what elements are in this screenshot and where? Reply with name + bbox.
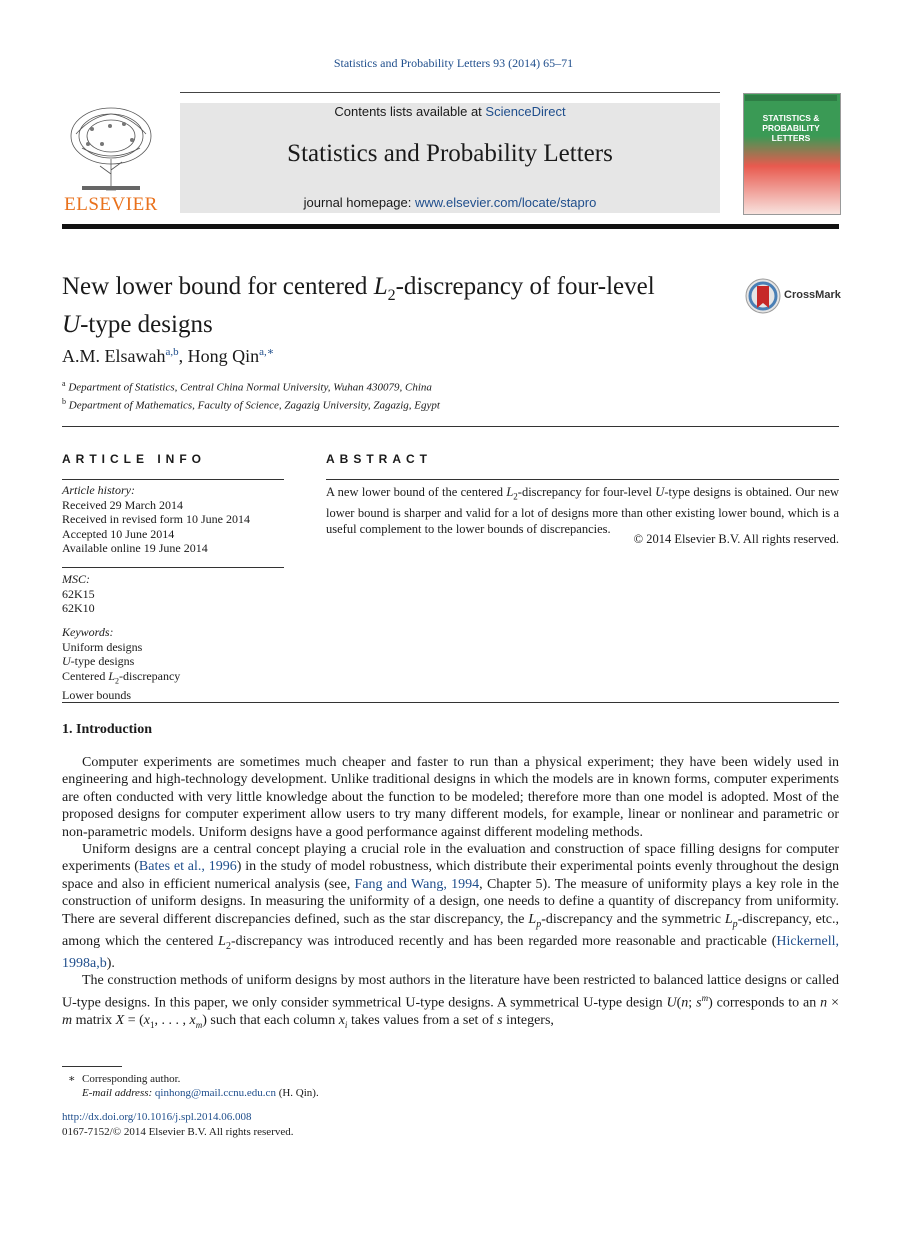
email-label: E-mail address: [82, 1087, 155, 1099]
affiliation-a [62, 379, 432, 394]
author-qin[interactable]: Hong Qin [187, 346, 260, 366]
keywords-block [62, 625, 284, 703]
history-online: Available online 19 June 2014 [62, 541, 208, 555]
author-email-link[interactable]: qinhong@mail.ccnu.edu.cn [154, 1087, 276, 1099]
abstract-heading: ABSTRACT [326, 452, 432, 466]
keyword: U-type designs [62, 654, 135, 668]
keywords-label: Keywords: [62, 625, 114, 639]
history-rule [62, 567, 284, 568]
footnote-rule [62, 1066, 122, 1067]
contents-prefix: Contents lists available at [334, 104, 486, 119]
banner-top-rule [180, 92, 720, 93]
title-part-2: -discrepancy of four-level [395, 273, 655, 300]
journal-title: Statistics and Probability Letters [287, 140, 613, 167]
journal-citation-link[interactable]: Statistics and Probability Letters 93 (2014) 65–71 [333, 56, 574, 70]
history-label: Article history: [62, 483, 135, 497]
article-info-heading: ARTICLE INFO [62, 452, 206, 466]
header-thick-rule [62, 224, 839, 229]
affil-text: Department of Mathematics, Faculty of Science, Zagazig University, Zagazig, Egypt [68, 399, 440, 412]
msc-code: 62K15 [62, 586, 95, 601]
title-part-1: New lower bound for centered [62, 273, 374, 300]
keyword: Centered $L_2$-discrepancy [62, 668, 181, 685]
introduction-body [62, 754, 839, 1034]
corresponding-author-note: Corresponding author. [82, 1073, 181, 1085]
journal-cover-image[interactable] [743, 93, 841, 215]
history-accepted: Accepted 10 June 2014 [62, 526, 175, 541]
author-separator: , [178, 346, 188, 366]
intro-paragraph-3: The construction methods of uniform designs by most authors in the literature have been restricted to balanced lattice designs or called U-type designs. In this paper, we only consider symmetrical U-type designs. A symmetrical U-type design U(n; $s^m$) corresponds to an n × m matrix $X = (x_1$, . . . , $x_m$) such that each column $x_i$ takes values from a set of s integers, [62, 973, 839, 1030]
affil-mark: b [62, 397, 66, 406]
history-revised: Received in revised form 10 June 2014 [62, 512, 250, 526]
running-head[interactable] [0, 56, 907, 71]
affiliation-b [62, 397, 440, 412]
cover-title: STATISTICS & PROBABILITY LETTERS [762, 113, 820, 143]
homepage-prefix: journal homepage: [303, 195, 415, 210]
author2-affil-mark[interactable]: a,∗ [259, 346, 275, 358]
abstract-copyright: © 2014 Elsevier B.V. All rights reserved. [633, 532, 839, 546]
email-note [82, 1087, 319, 1099]
journal-homepage-link[interactable]: www.elsevier.com/locate/stapro [414, 195, 597, 210]
paper-title: New lower bound for centered $L_2$-discrepancy of four-level U-type designs [62, 273, 655, 338]
author-list [62, 345, 274, 367]
intro-paragraph-2: Uniform designs are a central concept playing a crucial role in the evaluation and construction of space filling designs for computer experiments (Bates et al., 1996) in the study of model robustness, which distribute their experimental points evenly throughout the design space and also in efficient numerical analysis (see, Fang and Wang, 1994, Chapter 5). The measure of uniformity plays a key role in the construction of uniform designs. In measuring the uniformity of a design, one needs to define a quantity of discrepancy from uniformity. There are several different discrepancies defined, such as the star discrepancy, the $L_p$-discrepancy and the symmetric $L_p$-discrepancy, etc., among which the centered $L_2$-discrepancy was introduced recently and has been regarded more reasonable and practicable (Hickernell, 1998a,b). [62, 842, 839, 972]
publisher-wordmark: ELSEVIER [64, 194, 158, 215]
article-info-rule [62, 479, 284, 480]
abstract-text: A new lower bound of the centered $L_2$-discrepancy for four-level U-type designs is obtained. Our new lower bound is sharper and valid for a lot of designs more than other existing lower bound, which is a useful complement to the lower bounds of discrepancies. [326, 485, 840, 536]
crossmark-icon[interactable] [745, 278, 781, 314]
history-received: Received 29 March 2014 [62, 497, 183, 512]
section-divider [62, 702, 839, 703]
homepage-line [180, 195, 720, 210]
keyword: Uniform designs [62, 639, 143, 654]
msc-code: 62K10 [62, 601, 95, 615]
citation-hickernell-1998[interactable]: Hickernell, 1998a,b [62, 933, 839, 972]
affil-mark: a [62, 379, 66, 388]
keyword: Lower bounds [62, 688, 131, 703]
affil-text: Department of Statistics, Central China Normal University, Wuhan 430079, China [68, 381, 432, 394]
abstract-rule [326, 479, 839, 480]
author-elsawah[interactable]: A.M. Elsawah [62, 346, 166, 366]
msc-block [62, 572, 284, 616]
citation-bates-1996[interactable]: Bates et al., 1996 [138, 859, 237, 875]
article-history [62, 483, 284, 556]
citation-fang-wang-1994[interactable]: Fang and Wang, 1994 [354, 876, 480, 892]
intro-paragraph-1: Computer experiments are sometimes much cheaper and faster to run than a physical experiment; they have been widely used in engineering and high-technology development. Unlike traditional designs in which the models are in known forms, computer experiments are often conducted with very little knowledge about the function to be modeled; therefore more than one model is adopted. Most of the proposed designs for computer experiment allow users to try many different models, for example, linear or nonlinear and parametric or non-parametric models. Uniform designs have a good performance against different modeling methods. [62, 755, 839, 840]
sciencedirect-link[interactable]: ScienceDirect [485, 104, 566, 119]
introduction-heading: 1. Introduction [62, 722, 152, 737]
contents-line [180, 104, 720, 119]
title-part-3: -type designs [80, 311, 213, 338]
msc-label: MSC: [62, 572, 90, 586]
doi-link[interactable]: http://dx.doi.org/10.1016/j.spl.2014.06.008 [62, 1111, 252, 1123]
email-suffix: (H. Qin). [275, 1087, 319, 1099]
doi-line[interactable] [62, 1111, 252, 1123]
author1-affil-mark[interactable]: a,b [165, 346, 179, 358]
footnote-star: ∗ [68, 1073, 76, 1085]
cover-top-stripe [745, 95, 837, 101]
section-divider [62, 426, 839, 427]
issn-line: 0167-7152/© 2014 Elsevier B.V. All rights reserved. [62, 1126, 294, 1138]
crossmark-label[interactable]: CrossMark [784, 289, 841, 301]
